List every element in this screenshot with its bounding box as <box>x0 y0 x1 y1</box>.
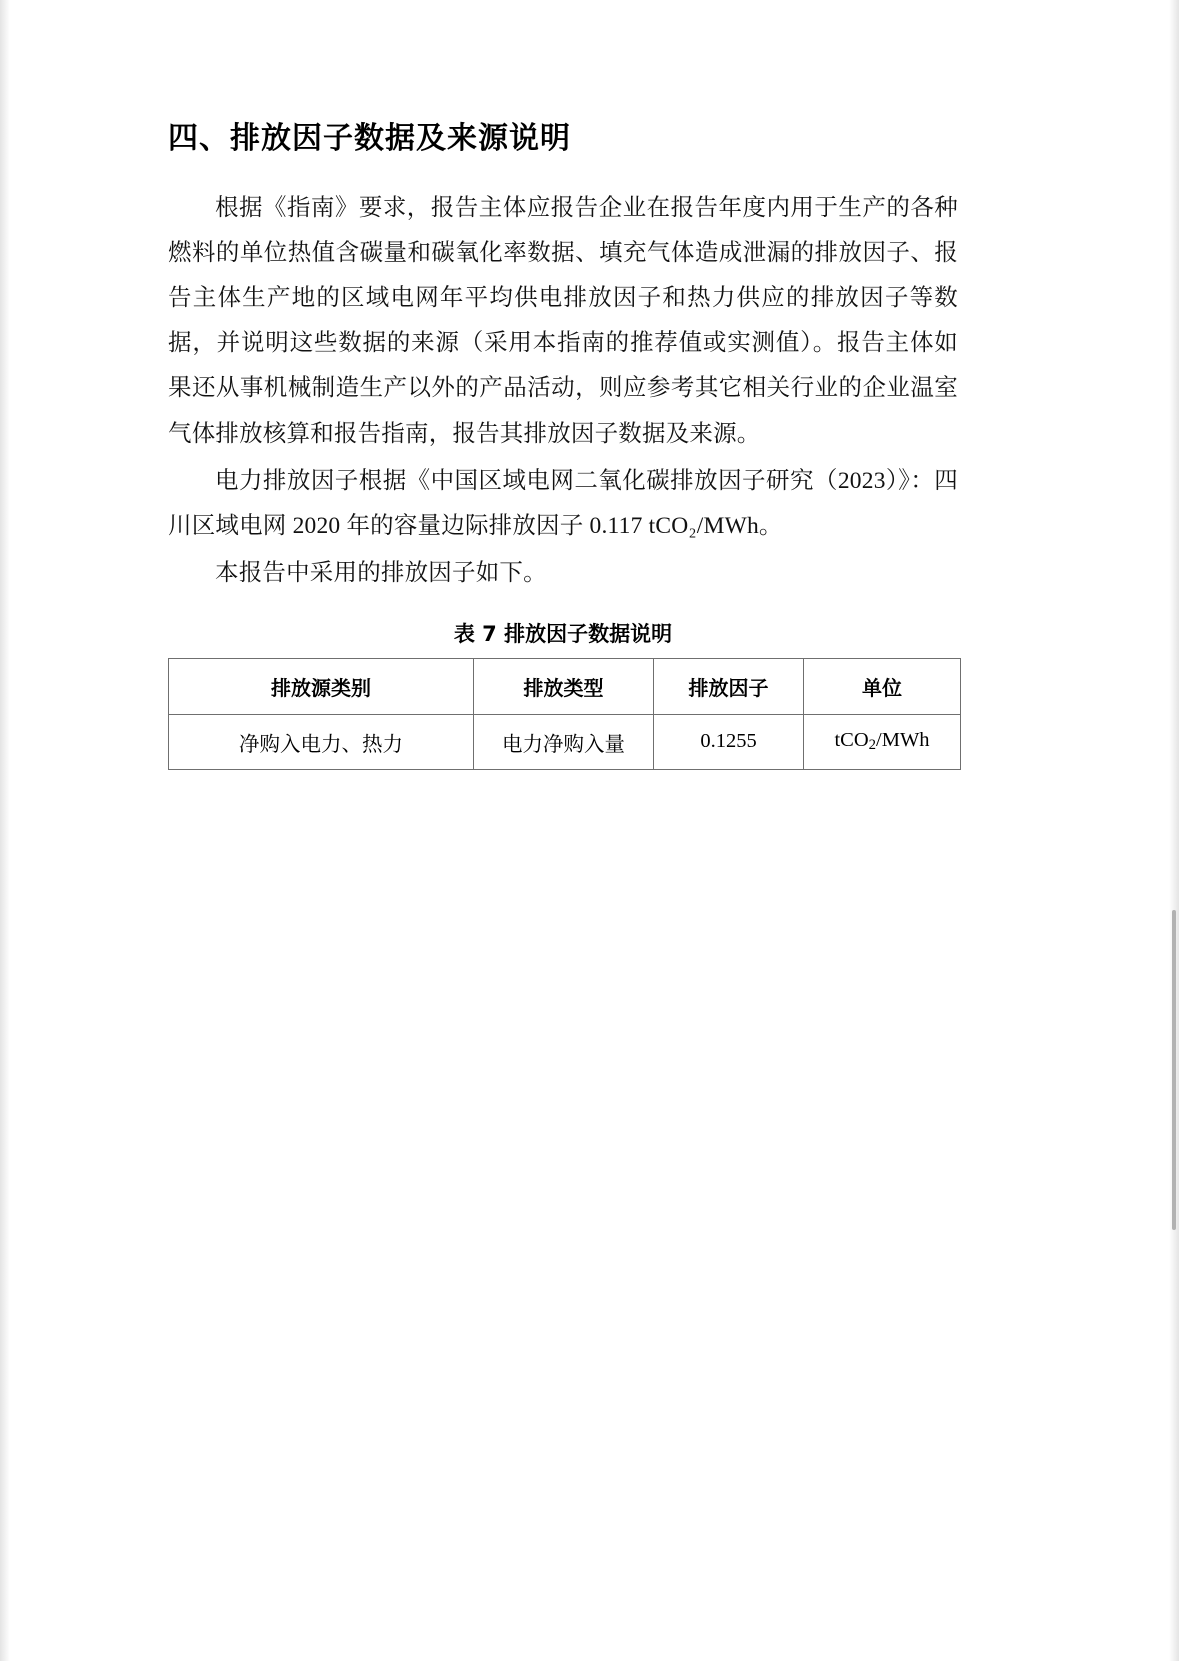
table-cell-source-category: 净购入电力、热力 <box>169 714 474 769</box>
table-caption: 表 7 排放因子数据说明 <box>453 621 673 646</box>
scrollbar[interactable] <box>1172 910 1176 1230</box>
table-cell-emission-type: 电力净购入量 <box>474 714 654 769</box>
unit-subscript: 2 <box>868 737 877 754</box>
table-header-cell: 排放因子 <box>654 658 804 714</box>
table-row <box>169 714 961 769</box>
table-header-cell: 排放类型 <box>474 658 654 714</box>
table-cell-factor: 0.1255 <box>654 714 804 769</box>
paragraph-1: 根据《指南》要求，报告主体应报告企业在报告年度内用于生产的各种燃料的单位热值含碳量和碳氧化率数据、填充气体造成泄漏的排放因子、报告主体生产地的区域电网年平均供电排放因子和热力供应的排放因子等数据，并说明这些数据的来源（采用本指南的推荐值或实测值）。报告主体如果还从事机械制造生产以外的产品活动，则应参考其它相关行业的企业温室气体排放核算和报告指南，报告其排放因子数据及来源。 <box>168 195 958 447</box>
page-content <box>168 118 958 770</box>
table-header-row <box>169 658 961 714</box>
paragraph-3: 本报告中采用的排放因子如下。 <box>215 559 547 586</box>
page-left-edge <box>0 0 10 1661</box>
page-right-edge <box>1169 0 1179 1661</box>
table-header-cell: 单位 <box>804 658 961 714</box>
unit-prefix: tCO <box>834 729 869 752</box>
paragraph-2: 电力排放因子根据《中国区域电网二氧化碳排放因子研究（2023）》：四川区域电网 2020 年的容量边际排放因子 0.117 tCO₂/MWh。 <box>168 467 958 539</box>
section-heading: 四、排放因子数据及来源说明 <box>168 121 571 156</box>
emission-factor-table <box>168 658 961 770</box>
table-cell-unit <box>804 714 961 769</box>
unit-suffix: /MWh <box>876 729 930 752</box>
table-header-cell: 排放源类别 <box>169 658 474 714</box>
